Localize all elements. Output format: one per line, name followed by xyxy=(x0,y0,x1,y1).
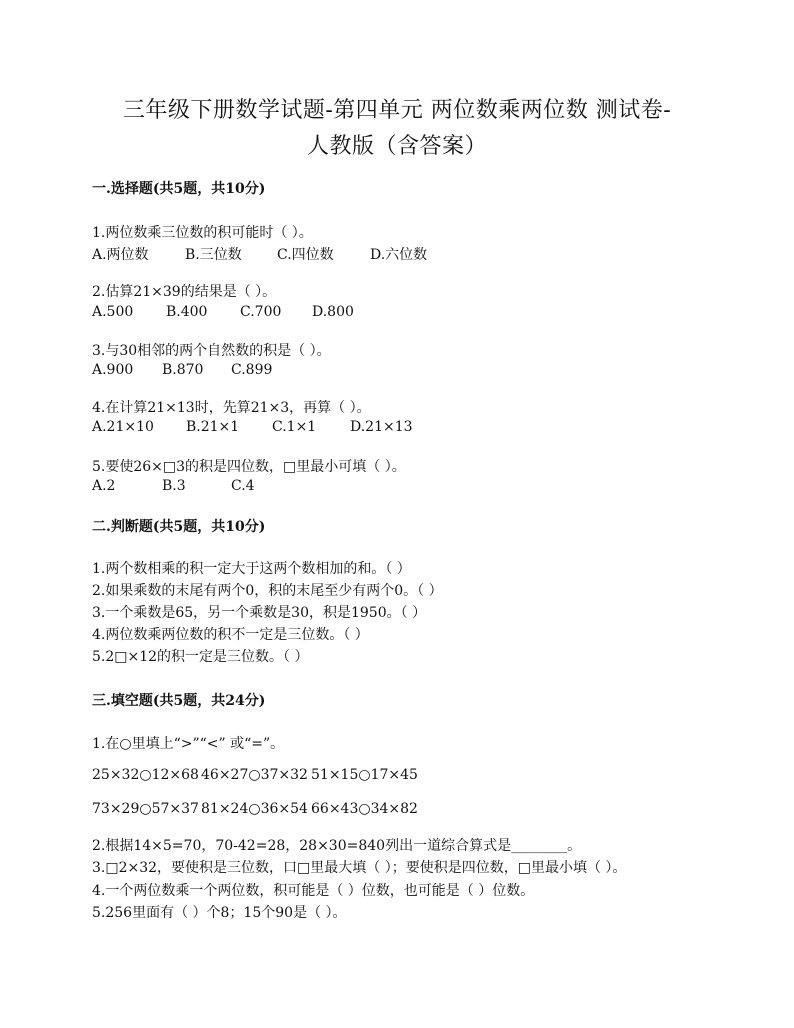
option: A.900 xyxy=(92,362,134,378)
option: D.六位数 xyxy=(370,247,428,263)
judge-question-4: 4.两位数乘两位数的积不一定是三位数。（ ） xyxy=(92,627,369,643)
option: C.899 xyxy=(231,362,273,378)
option: C.4 xyxy=(231,478,255,494)
judge-question-3: 3.一个乘数是65，另一个乘数是30，积是1950。（ ） xyxy=(92,605,427,621)
choice-question-5: 5.要使26×□3的积是四位数，□里最小可填（ ）。 xyxy=(92,459,406,475)
judge-question-2: 2.如果乘数的末尾有两个0，积的末尾至少有两个0。（ ） xyxy=(92,583,443,599)
title-line-1: 三年级下册数学试题-第四单元 两位数乘两位数 测试卷- xyxy=(122,98,672,123)
fill-question-3: 3.□2×32，要使积是三位数，口□里最大填（ ）；要使积是四位数，□里最小填（ ）。 xyxy=(92,860,627,876)
title-line-2: 人教版（含答案） xyxy=(306,134,487,159)
option: D.800 xyxy=(312,304,354,320)
section-heading-fill: 三.填空题(共5题，共24分) xyxy=(92,693,266,709)
option: B.21×1 xyxy=(186,419,240,435)
judge-question-1: 1.两个数相乘的积一定大于这两个数相加的和。（ ） xyxy=(92,561,411,577)
option: C.700 xyxy=(240,304,282,320)
choice-options-2 xyxy=(92,304,354,320)
page-title xyxy=(80,93,714,165)
option: B.三位数 xyxy=(185,247,242,263)
fill-question-2: 2.根据14×5=70，70-42=28，28×30=840列出一道综合算式是________。 xyxy=(92,838,582,854)
choice-question-3: 3.与30相邻的两个自然数的积是（ ）。 xyxy=(92,343,331,359)
compare-row-1 xyxy=(92,767,418,783)
section-heading-choice: 一.选择题(共5题，共10分) xyxy=(92,181,266,197)
choice-question-4: 4.在计算21×13时，先算21×3，再算（ ）。 xyxy=(92,400,371,416)
choice-options-5 xyxy=(92,478,255,494)
option: A.21×10 xyxy=(92,419,154,435)
option: D.21×13 xyxy=(350,419,413,435)
fill-question-5: 5.256里面有（ ）个8；15个90是（ ）。 xyxy=(92,905,347,921)
compare-item: 51×15○17×45 xyxy=(311,767,418,783)
compare-item: 73×29○57×37 xyxy=(92,801,199,817)
compare-item: 81×24○36×54 xyxy=(201,801,308,817)
compare-item: 25×32○12×68 xyxy=(92,767,199,783)
fill-question-1: 1.在○里填上“>”“<” 或“=”。 xyxy=(92,736,285,752)
choice-options-3 xyxy=(92,362,272,378)
choice-question-2: 2.估算21×39的结果是（ ）。 xyxy=(92,284,277,300)
option: B.400 xyxy=(166,304,208,320)
option: A.2 xyxy=(92,478,116,494)
option: A.500 xyxy=(92,304,134,320)
choice-options-4 xyxy=(92,419,413,435)
compare-item: 66×43○34×82 xyxy=(311,801,418,817)
compare-item: 46×27○37×32 xyxy=(201,767,308,783)
section-heading-judge: 二.判断题(共5题，共10分) xyxy=(92,519,266,535)
option: C.1×1 xyxy=(272,419,317,435)
option: A.两位数 xyxy=(92,247,149,263)
fill-question-4: 4.一个两位数乘一个两位数，积可能是（ ）位数，也可能是（ ）位数。 xyxy=(92,883,535,899)
option: B.3 xyxy=(162,478,186,494)
compare-row-2 xyxy=(92,801,418,817)
option: C.四位数 xyxy=(277,247,334,263)
judge-question-5: 5.2□×12的积一定是三位数。（ ） xyxy=(92,649,309,665)
choice-question-1: 1.两位数乘三位数的积可能时（ ）。 xyxy=(92,225,313,241)
option: B.870 xyxy=(162,362,204,378)
choice-options-1 xyxy=(92,244,427,264)
